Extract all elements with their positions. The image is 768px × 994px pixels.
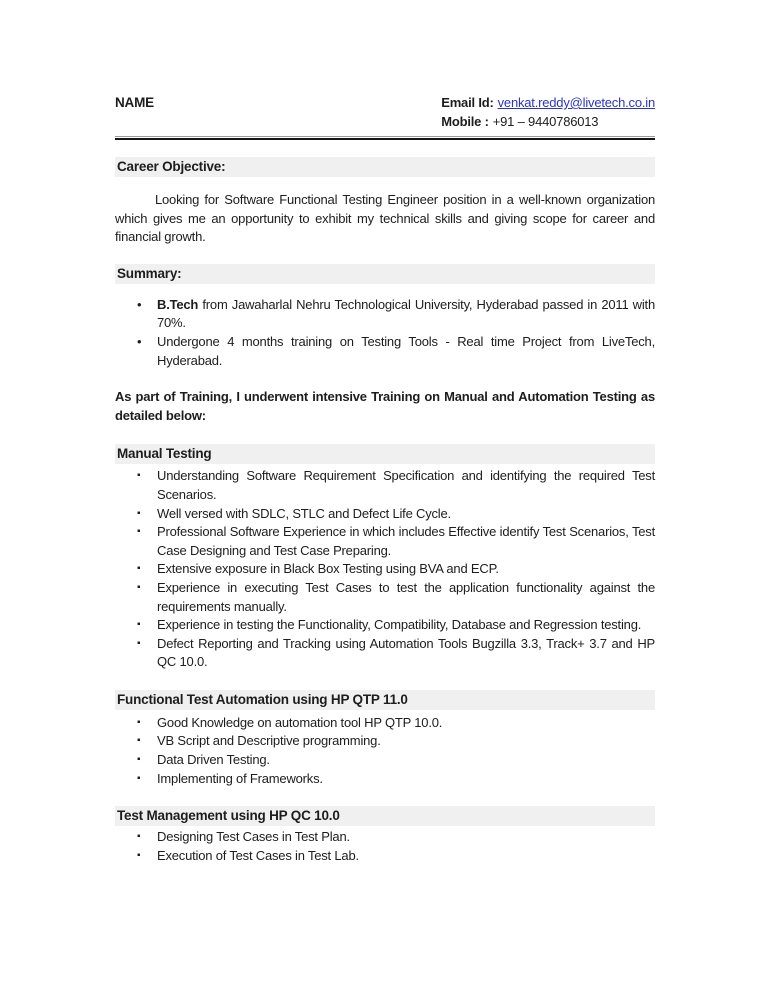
resume-header xyxy=(115,93,655,131)
section-heading-summary: Summary: xyxy=(115,264,655,284)
email-line xyxy=(441,93,655,112)
list-item xyxy=(115,770,655,789)
square-bullet-icon: ▪ xyxy=(137,716,141,728)
square-bullet-icon: ▪ xyxy=(137,619,141,631)
square-bullet-icon: ▪ xyxy=(137,772,141,784)
list-item-text: Designing Test Cases in Test Plan. xyxy=(157,829,350,845)
career-objective-text: Looking for Software Functional Testing Engineer position in a well-known organization which gives me an opportunity to exhibit my technical skills and giving scope for career and financial growth. xyxy=(115,192,655,245)
training-note: As part of Training, I underwent intensive Training on Manual and Automation Testing as detailed below: xyxy=(115,389,655,423)
section-heading-qc: Test Management using HP QC 10.0 xyxy=(115,806,655,826)
section-heading-manual-testing: Manual Testing xyxy=(115,444,655,464)
text-segment: from Jawaharlal Nehru Technological University, Hyderabad passed in 2011 with 70%. xyxy=(157,296,655,331)
mobile-label: Mobile : xyxy=(441,114,489,129)
square-bullet-icon: ▪ xyxy=(137,563,141,575)
mobile-value: +91 – 9440786013 xyxy=(492,114,599,129)
list-item xyxy=(115,616,655,635)
list-item-text: Defect Reporting and Tracking using Automation Tools Bugzilla 3.3, Track+ 3.7 and HP QC 10.0. xyxy=(157,635,655,670)
list-item xyxy=(115,560,655,579)
qtp-list xyxy=(115,714,655,788)
section-heading-qtp: Functional Test Automation using HP QTP 11.0 xyxy=(115,690,655,710)
list-item xyxy=(115,714,655,733)
email-label: Email Id: xyxy=(441,95,494,110)
list-item xyxy=(115,732,655,751)
list-item xyxy=(115,847,655,866)
candidate-name: NAME xyxy=(115,95,154,110)
list-item xyxy=(115,296,655,333)
list-item xyxy=(115,467,655,504)
round-bullet-icon: • xyxy=(137,333,142,349)
list-item xyxy=(115,523,655,560)
square-bullet-icon: ▪ xyxy=(137,637,141,649)
list-item xyxy=(115,751,655,770)
square-bullet-icon: ▪ xyxy=(137,581,141,593)
summary-list xyxy=(115,296,655,370)
list-item-text: VB Script and Descriptive programming. xyxy=(157,733,381,749)
qc-list xyxy=(115,828,655,865)
header-divider xyxy=(115,136,655,140)
mobile-line xyxy=(441,112,655,131)
square-bullet-icon: ▪ xyxy=(137,849,141,861)
square-bullet-icon: ▪ xyxy=(137,831,141,843)
list-item-text: Extensive exposure in Black Box Testing using BVA and ECP. xyxy=(157,561,499,577)
list-item-text: Undergone 4 months training on Testing Tools - Real time Project from LiveTech, Hyderabad. xyxy=(157,333,655,368)
bold-segment: B.Tech xyxy=(157,296,199,312)
list-item-text xyxy=(157,296,655,333)
square-bullet-icon: ▪ xyxy=(137,735,141,747)
list-item xyxy=(115,635,655,672)
list-item xyxy=(115,333,655,370)
list-item xyxy=(115,505,655,524)
list-item-text: Experience in testing the Functionality, Compatibility, Database and Regression testing. xyxy=(157,617,642,633)
square-bullet-icon: ▪ xyxy=(137,470,141,482)
square-bullet-icon: ▪ xyxy=(137,526,141,538)
list-item xyxy=(115,828,655,847)
square-bullet-icon: ▪ xyxy=(137,507,141,519)
list-item-text: Implementing of Frameworks. xyxy=(157,770,323,786)
list-item-text: Understanding Software Requirement Specification and identifying the required Test Scenarios. xyxy=(157,468,655,502)
section-heading-career-objective: Career Objective: xyxy=(115,157,655,177)
square-bullet-icon: ▪ xyxy=(137,754,141,766)
manual-testing-list xyxy=(115,467,655,672)
list-item-text: Well versed with SDLC, STLC and Defect Life Cycle. xyxy=(157,505,451,521)
list-item xyxy=(115,579,655,616)
round-bullet-icon: • xyxy=(137,296,142,312)
contact-block xyxy=(441,93,655,131)
list-item-text: Good Knowledge on automation tool HP QTP 10.0. xyxy=(157,714,443,730)
list-item-text: Execution of Test Cases in Test Lab. xyxy=(157,847,359,863)
list-item-text: Experience in executing Test Cases to test the application functionality against the requirements manually. xyxy=(157,579,655,614)
email-link[interactable]: venkat.reddy@livetech.co.in xyxy=(497,95,655,110)
list-item-text: Data Driven Testing. xyxy=(157,752,270,768)
list-item-text: Professional Software Experience in which includes Effective identify Test Scenarios, Test Case Designing and Test Case Preparing. xyxy=(157,524,655,558)
